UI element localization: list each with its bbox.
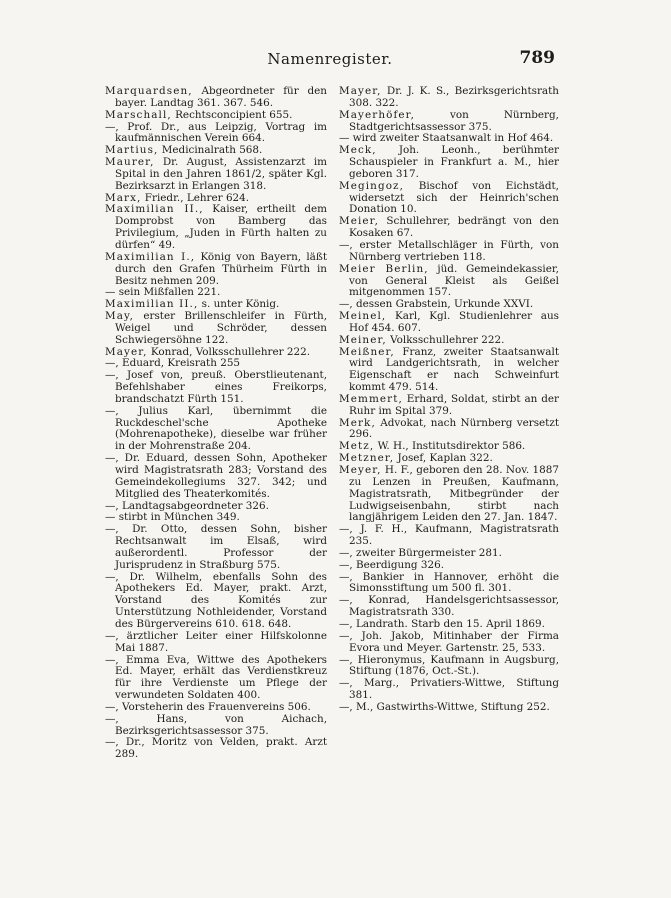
page-number: 789 [519,48,555,68]
entry-text: —, Dr. Otto, dessen Sohn, bisher Rechtsanwalt im Elsaß, wird außerordentl. Professor der Jurisprudenz in Straßburg 575. [105,523,327,571]
entry-text: Schullehrer, bedrängt von den Kosaken 67. [349,215,559,240]
entry-text: Friedr., Lehrer 624. [144,191,250,204]
entry-name: Merk, [339,416,376,429]
index-entry [339,595,559,619]
entry-text: —, Konrad, Handelsgerichtsassessor, Magistratsrath 330. [339,594,559,619]
index-entry [339,418,559,442]
entry-text: Erhard, Soldat, stirbt an der Ruhr im Spital 379. [349,392,559,417]
entry-text: —, Josef von, preuß. Oberstlieutenant, Befehlshaber eines Freikorps, brandschatzt Fürth 151. [105,369,327,405]
entry-text: König von Bayern, läßt durch den Grafen Thürheim Fürth in Besitz nehmen 209. [115,250,327,287]
index-entry [339,240,559,264]
entry-text: Bischof von Eichstädt, widersetzt sich der Heinrich'schen Donation 10. [349,179,559,216]
entry-text: jüd. Gemeindekassier, von General Kleist als Geißel mitgenommen 157. [349,262,559,299]
entry-text: —, zweiter Bürgermeister 281. [339,546,502,559]
entry-text: —, ärztlicher Leiter einer Hilfskolonne Mai 1887. [105,629,327,654]
entry-text: —, Joh. Jakob, Mitinhaber der Firma Evora und Meyer. Gartenstr. 25, 533. [339,629,559,654]
index-entry [339,145,559,181]
entry-text: —, Vorsteherin des Frauenvereins 506. [105,700,311,713]
entry-name: Mayer, [105,345,148,358]
entry-name: May, [105,310,135,323]
entry-name: Meck, [339,144,377,157]
entry-name: Maximilian I., [105,250,196,263]
entry-name: Meißner, [339,345,395,358]
entry-text: —, Hieronymus, Kaufmann in Augsburg, Stiftung (1876, Oct.-St.). [339,653,559,678]
entry-text: H. F., geboren den 28. Nov. 1887 zu Lenzen in Preußen, Kaufmann, Magistratsrath, Mitbegründer der Ludwigseisenbahn, stirbt nach langjährigem Leiden den 27. Jan. 1847. [349,464,559,524]
entry-text: Kaiser, ertheilt dem Domprobst von Bamberg das Privilegium, „Juden in Fürth halten zu dürfen“ 49. [115,203,327,251]
index-entry [105,453,327,500]
entry-name: Meinel, [339,310,387,323]
entry-text: Joh. Leonh., berühmter Schauspieler in Frankfurt a. M., hier geboren 317. [349,144,559,180]
entry-text: —, M., Gastwirths-Wittwe, Stiftung 252. [339,700,550,713]
index-entry [339,465,559,524]
entry-text: —, dessen Grabstein, Urkunde XXVI. [339,298,534,311]
index-entry [105,122,327,146]
index-entry [105,572,327,631]
index-entry [339,311,559,335]
entry-text: Rechtsconcipient 655. [175,108,293,121]
entry-text: Abgeordneter für den bayer. Landtag 361. 367. 546. [115,85,327,109]
entry-text: — wird zweiter Staatsanwalt in Hof 464. [339,132,554,145]
entry-text: — sein Mißfallen 221. [105,286,221,299]
index-entry [105,737,327,761]
index-entry [339,264,559,300]
index-entry [105,524,327,571]
entry-name: Mayer, [339,85,382,97]
index-entry [105,204,327,251]
entry-text: — stirbt in München 349. [105,511,240,524]
index-entry [339,394,559,418]
entry-name: Marquardsen, [105,85,193,97]
entry-text: Josef, Kaplan 322. [397,452,493,465]
entry-text: —, Eduard, Kreisrath 255 [105,357,241,370]
entry-text: Karl, Kgl. Studienlehrer aus Hof 454. 607. [349,310,559,334]
entry-name: Metzner, [339,452,395,465]
entry-name: Maurer, [105,156,155,169]
entry-name: Meier, [339,215,379,228]
entry-name: Meiner, [339,333,387,346]
entry-text: —, Bankier in Hannover, erhöht die Simonsstiftung um 500 fl. 301. [339,570,559,595]
entry-name: Marx, [105,191,142,204]
entry-text: —, Beerdigung 326. [339,558,444,571]
entry-name: Mayerhöfer, [339,108,415,121]
index-entry [339,216,559,240]
entry-text: Konrad, Volksschullehrer 222. [150,345,311,358]
entry-text: Advokat, nach Nürnberg versetzt 296. [349,416,559,441]
index-entry [339,572,559,596]
index-entry [105,370,327,406]
entry-text: Medicinalrath 568. [161,144,263,157]
index-entry [339,347,559,394]
entry-name: Maximilian II., [105,298,199,311]
index-entry [105,655,327,702]
index-entry [105,311,327,347]
entry-text: W. H., Institutsdirektor 586. [377,440,526,453]
entry-text: —, J. F. H., Kaufmann, Magistratsrath 235. [339,523,559,548]
entry-text: Franz, zweiter Staatsanwalt wird Landgerichtsrath, in welcher Eigenschaft er nach Schweinfurt kommt 479. 514. [349,345,559,394]
page-header [105,50,555,72]
entry-name: Megingoz, [339,179,405,192]
entry-name: Martius, [105,144,159,157]
index-entry [339,678,559,702]
entry-text: —, Prof. Dr., aus Leipzig, Vortrag im kaufmännischen Verein 664. [105,120,327,145]
index-entry [105,631,327,655]
index-entry [339,181,559,217]
index-entry [339,524,559,548]
index-entry [105,157,327,193]
entry-text: —, erster Metallschläger in Fürth, von Nürnberg vertrieben 118. [339,238,559,263]
entry-text: —, Hans, von Aichach, Bezirksgerichtsassessor 375. [105,712,327,737]
left-column [105,86,327,761]
index-entry [105,406,327,453]
index-entry [339,631,559,655]
entry-text: —, Dr. Wilhelm, ebenfalls Sohn des Apothekers Ed. Mayer, prakt. Arzt, Vorstand des Komités zur Unterstützung Nothleidender, Vorstand des Bürgervereins 610. 618. 648. [105,570,327,630]
entry-text: —, Dr. Eduard, dessen Sohn, Apotheker wird Magistratsrath 283; Vorstand des Gemeindekollegiums 327. 342; und Mitglied des Theaterkomités. [105,452,327,500]
entry-text: —, Emma Eva, Wittwe des Apothekers Ed. Mayer, erhält das Verdienstkreuz für ihre Verdienste um Pflege der verwundeten Soldaten 400. [105,653,327,702]
entry-name: Marschall, [105,108,172,121]
index-entry [339,86,559,110]
index-entry [339,110,559,134]
index-entry [339,702,559,714]
entry-text: erster Brillenschleifer in Fürth, Weigel und Schröder, dessen Schwiegersöhne 122. [115,310,327,346]
entry-text: —, Julius Karl, übernimmt die Ruckdeschel'sche Apotheke (Mohrenapotheke), dieselbe war früher in der Mohrenstraße 204. [105,404,327,453]
index-entry [105,714,327,738]
entry-text: —, Marg., Privatiers-Wittwe, Stiftung 381. [339,677,559,702]
entry-name: Metz, [339,440,375,453]
entry-text: Dr. August, Assistenzarzt im Spital in den Jahren 1861/2, später Kgl. Bezirksarzt in Erlangen 318. [115,156,327,192]
entry-name: Maximilian II., [105,203,204,216]
entry-text: von Nürnberg, Stadtgerichtsassessor 375. [349,108,559,133]
entry-name: Meier Berlin, [339,262,429,275]
index-entry [105,252,327,288]
entry-text: s. unter König. [201,298,280,311]
entry-name: Memmert, [339,392,403,405]
entry-text: —, Dr., Moritz von Velden, prakt. Arzt 289. [105,736,327,761]
entry-text: Dr. J. K. S., Bezirksgerichtsrath 308. 322. [349,85,559,109]
running-title: Namenregister. [267,50,393,68]
entry-text: Volksschullehrer 222. [390,333,505,346]
index-entry [105,86,327,110]
entry-text: —, Landrath. Starb den 15. April 1869. [339,617,545,630]
entry-name: Meyer, [339,464,382,476]
index-entry [339,655,559,679]
entry-text: —, Landtagsabgeordneter 326. [105,499,269,512]
right-column [339,86,559,714]
